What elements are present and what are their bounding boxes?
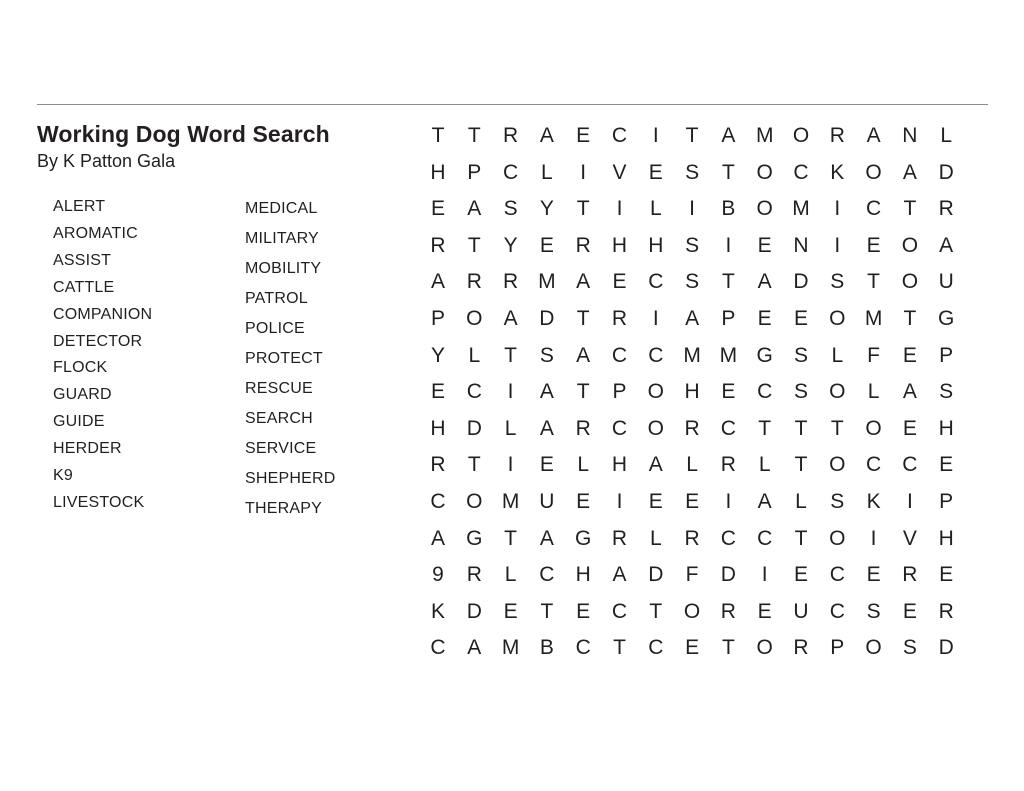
grid-letter[interactable]: O xyxy=(466,307,483,330)
grid-letter[interactable]: N xyxy=(902,124,918,147)
grid-letter[interactable]: L xyxy=(649,526,662,550)
grid-letter[interactable]: S xyxy=(539,343,554,367)
grid-letter[interactable]: D xyxy=(938,160,954,184)
grid-letter[interactable]: L xyxy=(541,160,553,184)
grid-letter[interactable]: C xyxy=(430,636,446,660)
grid-letter[interactable]: C xyxy=(575,636,591,660)
grid-letter[interactable]: T xyxy=(467,453,481,477)
grid-letter[interactable]: R xyxy=(466,563,482,587)
grid-letter[interactable]: E xyxy=(576,490,591,513)
word-list-item: SERVICE xyxy=(245,440,317,457)
grid-letter[interactable]: A xyxy=(866,124,881,147)
grid-letter[interactable]: O xyxy=(647,416,664,440)
grid-letter[interactable]: I xyxy=(507,380,514,404)
grid-letter[interactable]: G xyxy=(756,343,773,367)
grid-letter[interactable]: S xyxy=(685,160,700,184)
grid-letter[interactable]: P xyxy=(467,160,482,184)
grid-letter[interactable]: Y xyxy=(503,233,518,257)
grid-letter[interactable]: M xyxy=(501,490,520,513)
word-list-item: FLOCK xyxy=(53,359,108,377)
grid-letter[interactable]: E xyxy=(902,416,917,440)
grid-letter[interactable]: A xyxy=(539,526,554,550)
grid-letter[interactable]: C xyxy=(611,416,628,440)
grid-letter[interactable]: E xyxy=(576,599,591,623)
grid-letter[interactable]: G xyxy=(466,526,483,550)
grid-letter[interactable]: A xyxy=(430,270,445,294)
grid-letter[interactable]: O xyxy=(901,233,919,257)
grid-letter[interactable]: L xyxy=(649,197,662,221)
grid-letter[interactable]: T xyxy=(576,307,590,330)
grid-letter[interactable]: P xyxy=(939,490,954,513)
grid-letter[interactable]: O xyxy=(829,380,846,404)
grid-letter[interactable]: 9 xyxy=(432,563,444,587)
grid-letter[interactable]: E xyxy=(685,636,700,660)
grid-letter[interactable]: I xyxy=(580,160,587,184)
grid-letter[interactable]: A xyxy=(539,380,554,404)
grid-letter[interactable]: A xyxy=(902,160,917,184)
grid-letter[interactable]: L xyxy=(504,416,517,440)
grid-letter[interactable]: R xyxy=(430,233,446,257)
grid-letter[interactable]: R xyxy=(684,416,700,440)
grid-letter[interactable]: E xyxy=(612,270,627,294)
grid-letter[interactable]: E xyxy=(648,160,663,184)
grid-letter[interactable]: U xyxy=(938,270,954,294)
grid-letter[interactable]: D xyxy=(720,563,736,587)
grid-letter[interactable]: D xyxy=(466,599,482,623)
grid-letter[interactable]: G xyxy=(938,307,955,330)
grid-letter[interactable]: A xyxy=(576,343,591,367)
grid-letter[interactable]: D xyxy=(539,307,555,330)
puzzle-author: By K Patton Gala xyxy=(37,151,176,171)
grid-letter[interactable]: A xyxy=(939,233,954,257)
grid-letter[interactable]: I xyxy=(834,197,841,221)
grid-letter[interactable]: E xyxy=(648,490,663,513)
grid-letter[interactable]: I xyxy=(906,490,913,513)
grid-letter[interactable]: O xyxy=(865,636,882,660)
grid-letter[interactable]: E xyxy=(793,563,808,587)
word-list-item: AROMATIC xyxy=(53,224,138,242)
grid-letter[interactable]: T xyxy=(685,124,699,147)
grid-letter[interactable]: O xyxy=(865,160,882,184)
grid-letter[interactable]: T xyxy=(576,197,590,221)
word-list-item: ALERT xyxy=(53,198,106,215)
grid-letter[interactable]: A xyxy=(539,124,554,147)
word-list-item: K9 xyxy=(53,467,73,484)
grid-letter[interactable]: T xyxy=(794,453,808,477)
word-list-item: POLICE xyxy=(245,320,305,337)
grid-letter[interactable]: O xyxy=(647,380,664,404)
grid-letter[interactable]: E xyxy=(939,563,954,587)
grid-letter[interactable]: C xyxy=(648,270,664,294)
grid-letter[interactable]: L xyxy=(758,453,771,477)
grid-letter[interactable]: E xyxy=(939,453,954,477)
grid-letter[interactable]: V xyxy=(612,160,627,184)
grid-letter[interactable]: O xyxy=(829,453,846,477)
word-list-item: CATTLE xyxy=(53,278,115,296)
word-list-item: LIVESTOCK xyxy=(53,493,145,511)
grid-letter[interactable]: L xyxy=(468,343,481,367)
grid-letter[interactable]: D xyxy=(793,270,809,294)
grid-letter[interactable]: D xyxy=(648,563,664,587)
grid-letter[interactable]: S xyxy=(793,380,808,404)
grid-letter[interactable]: A xyxy=(757,270,772,294)
grid-letter[interactable]: S xyxy=(685,270,700,294)
grid-letter[interactable]: E xyxy=(757,599,772,623)
grid-letter[interactable]: H xyxy=(611,453,628,477)
grid-letter[interactable]: R xyxy=(938,599,954,623)
grid-letter[interactable]: H xyxy=(684,380,700,404)
grid-letter[interactable]: T xyxy=(867,270,880,294)
grid-letter[interactable]: R xyxy=(611,526,628,550)
grid-letter[interactable]: A xyxy=(430,526,445,550)
grid-letter[interactable]: O xyxy=(865,416,882,440)
grid-letter[interactable]: C xyxy=(866,197,882,221)
grid-letter[interactable]: H xyxy=(938,526,954,550)
grid-letter[interactable]: M xyxy=(538,270,556,294)
grid-letter[interactable]: T xyxy=(721,270,735,294)
grid-letter[interactable]: O xyxy=(683,599,701,623)
grid-letter[interactable]: T xyxy=(903,197,917,221)
grid-letter[interactable]: A xyxy=(902,380,917,404)
grid-letter[interactable]: R xyxy=(902,563,918,587)
grid-letter[interactable]: S xyxy=(793,343,808,367)
grid-letter[interactable]: T xyxy=(431,124,445,147)
grid-letter[interactable]: C xyxy=(611,599,628,623)
grid-letter[interactable]: P xyxy=(430,307,445,330)
grid-letter[interactable]: S xyxy=(939,380,954,404)
grid-letter[interactable]: C xyxy=(539,563,555,587)
grid-letter[interactable]: I xyxy=(870,526,877,550)
grid-letter[interactable]: A xyxy=(539,416,554,440)
grid-letter[interactable]: R xyxy=(611,307,628,330)
grid-letter[interactable]: R xyxy=(503,270,519,294)
grid-letter[interactable]: R xyxy=(575,233,591,257)
grid-letter[interactable]: L xyxy=(686,453,698,477)
grid-letter[interactable]: C xyxy=(611,343,628,367)
grid-letter[interactable]: L xyxy=(867,380,880,404)
grid-letter[interactable]: E xyxy=(902,599,917,623)
grid-letter[interactable]: K xyxy=(430,599,445,623)
grid-letter[interactable]: T xyxy=(504,526,517,550)
grid-letter[interactable]: U xyxy=(793,599,809,623)
grid-letter[interactable]: E xyxy=(430,380,445,404)
grid-letter[interactable]: C xyxy=(902,453,918,477)
grid-letter[interactable]: T xyxy=(721,636,735,660)
grid-letter[interactable]: A xyxy=(721,124,736,147)
grid-letter[interactable]: P xyxy=(612,380,627,404)
grid-letter[interactable]: I xyxy=(689,197,696,221)
grid-letter[interactable]: T xyxy=(794,526,808,550)
grid-letter[interactable]: C xyxy=(793,160,809,184)
grid-letter[interactable]: E xyxy=(576,124,591,147)
grid-letter[interactable]: A xyxy=(503,307,518,330)
grid-letter[interactable]: H xyxy=(611,233,628,257)
grid-letter[interactable]: H xyxy=(430,160,446,184)
grid-letter[interactable]: I xyxy=(507,453,514,477)
grid-letter[interactable]: L xyxy=(577,453,590,477)
grid-letter[interactable]: Y xyxy=(539,197,554,221)
grid-letter[interactable]: S xyxy=(866,599,881,623)
grid-letter[interactable]: R xyxy=(829,124,845,147)
grid-letter[interactable]: M xyxy=(719,343,738,367)
grid-letter[interactable]: M xyxy=(792,197,810,221)
grid-letter[interactable]: T xyxy=(794,416,808,440)
grid-letter[interactable]: S xyxy=(830,490,845,513)
word-list-item: RESCUE xyxy=(245,380,313,397)
grid-letter[interactable]: A xyxy=(648,453,663,477)
grid-letter[interactable]: L xyxy=(795,490,807,513)
grid-letter[interactable]: D xyxy=(938,636,954,660)
grid-letter[interactable]: E xyxy=(757,307,772,330)
grid-letter[interactable]: C xyxy=(720,526,736,550)
grid-letter[interactable]: C xyxy=(466,380,482,404)
grid-letter[interactable]: U xyxy=(539,490,555,513)
grid-letter[interactable]: T xyxy=(467,233,481,257)
grid-letter[interactable]: H xyxy=(938,416,954,440)
word-list-item: ASSIST xyxy=(53,251,112,269)
grid-letter[interactable]: O xyxy=(466,490,483,513)
word-list-item: PROTECT xyxy=(245,350,323,367)
grid-letter[interactable]: T xyxy=(540,599,554,623)
grid-letter[interactable]: H xyxy=(575,563,591,587)
grid-letter[interactable]: C xyxy=(503,160,519,184)
header-rule xyxy=(37,104,988,105)
grid-letter[interactable]: P xyxy=(830,636,845,660)
grid-letter[interactable]: A xyxy=(576,270,591,294)
grid-letter[interactable]: L xyxy=(504,563,517,587)
grid-letter[interactable]: R xyxy=(466,270,482,294)
grid-letter[interactable]: I xyxy=(725,490,732,513)
grid-letter[interactable]: B xyxy=(721,197,736,221)
grid-letter[interactable]: S xyxy=(830,270,845,294)
grid-letter[interactable]: D xyxy=(466,416,482,440)
grid-letter[interactable]: E xyxy=(721,380,736,404)
word-list-item: HERDER xyxy=(53,440,122,458)
word-list-item: MOBILITY xyxy=(245,260,322,277)
word-list-item: SHEPHERD xyxy=(245,470,336,487)
grid-letter[interactable]: R xyxy=(430,453,446,477)
grid-letter[interactable]: B xyxy=(539,636,554,660)
grid-letter[interactable]: O xyxy=(792,124,810,147)
grid-letter[interactable]: R xyxy=(575,416,591,440)
grid-letter[interactable]: E xyxy=(539,233,554,257)
grid-letter[interactable]: E xyxy=(503,599,518,623)
grid-letter[interactable]: H xyxy=(648,233,664,257)
grid-letter[interactable]: K xyxy=(866,490,881,513)
grid-letter[interactable]: I xyxy=(616,490,623,513)
grid-letter[interactable]: E xyxy=(430,197,445,221)
grid-letter[interactable]: A xyxy=(685,307,700,330)
grid-letter[interactable]: E xyxy=(757,233,772,257)
grid-letter[interactable]: V xyxy=(902,526,917,550)
grid-letter[interactable]: T xyxy=(467,124,481,147)
grid-letter[interactable]: T xyxy=(758,416,772,440)
grid-letter[interactable]: S xyxy=(685,233,700,257)
grid-letter[interactable]: O xyxy=(756,160,773,184)
grid-letter[interactable]: O xyxy=(756,197,773,221)
word-list-item: COMPANION xyxy=(53,305,153,323)
grid-letter[interactable]: G xyxy=(575,526,592,550)
grid-letter[interactable]: R xyxy=(720,599,736,623)
grid-letter[interactable]: P xyxy=(721,307,736,330)
puzzle-title: Working Dog Word Search xyxy=(37,121,330,147)
grid-letter[interactable]: A xyxy=(757,490,772,513)
grid-letter[interactable]: O xyxy=(829,526,846,550)
grid-letter[interactable]: E xyxy=(793,307,808,330)
grid-letter[interactable]: C xyxy=(829,563,845,587)
grid-letter[interactable]: F xyxy=(867,343,880,367)
grid-letter[interactable]: M xyxy=(755,124,774,147)
word-list-item: SEARCH xyxy=(245,410,313,427)
grid-letter[interactable]: M xyxy=(683,343,701,367)
grid-letter[interactable]: O xyxy=(756,636,773,660)
grid-letter[interactable]: M xyxy=(501,636,520,660)
grid-letter[interactable]: R xyxy=(684,526,700,550)
grid-letter[interactable]: T xyxy=(830,416,844,440)
grid-letter[interactable]: T xyxy=(504,343,517,367)
word-list-item: MEDICAL xyxy=(245,200,318,217)
grid-letter[interactable]: K xyxy=(830,160,845,184)
grid-letter[interactable]: C xyxy=(648,636,664,660)
word-list-item: MILITARY xyxy=(245,230,319,247)
grid-letter[interactable]: T xyxy=(903,307,917,330)
word-list-item: GUIDE xyxy=(53,413,105,431)
grid-letter[interactable]: R xyxy=(720,453,736,477)
grid-letter[interactable]: T xyxy=(613,636,626,660)
grid-letter[interactable]: E xyxy=(685,490,700,513)
grid-letter[interactable]: C xyxy=(648,343,664,367)
grid-letter[interactable]: E xyxy=(866,233,881,257)
grid-letter[interactable]: E xyxy=(539,453,554,477)
grid-letter[interactable]: C xyxy=(611,124,628,147)
grid-letter[interactable]: N xyxy=(793,233,809,257)
grid-letter[interactable]: E xyxy=(902,343,917,367)
word-list-item: DETECTOR xyxy=(53,332,143,350)
grid-letter[interactable]: I xyxy=(725,233,732,257)
word-list-item: PATROL xyxy=(245,290,308,307)
grid-letter[interactable]: T xyxy=(576,380,590,404)
grid-letter[interactable]: P xyxy=(939,343,954,367)
grid-letter[interactable]: A xyxy=(612,563,627,587)
grid-letter[interactable]: R xyxy=(938,197,954,221)
grid-letter[interactable]: A xyxy=(467,197,482,221)
grid-letter[interactable]: R xyxy=(793,636,809,660)
grid-letter[interactable]: L xyxy=(831,343,844,367)
word-list-item: THERAPY xyxy=(245,500,322,517)
grid-letter[interactable]: C xyxy=(866,453,882,477)
grid-letter[interactable]: I xyxy=(616,197,623,221)
grid-letter[interactable]: A xyxy=(467,636,482,660)
grid-letter[interactable]: I xyxy=(834,233,841,257)
grid-letter[interactable]: C xyxy=(829,599,845,623)
grid-letter[interactable]: I xyxy=(652,307,659,330)
grid-letter[interactable]: O xyxy=(901,270,919,294)
grid-letter[interactable]: S xyxy=(503,197,518,221)
grid-letter[interactable]: I xyxy=(652,124,659,147)
grid-letter[interactable]: C xyxy=(430,490,446,513)
grid-letter[interactable]: T xyxy=(649,599,663,623)
grid-letter[interactable]: C xyxy=(757,380,773,404)
grid-letter[interactable]: S xyxy=(902,636,917,660)
grid-letter[interactable]: E xyxy=(866,563,881,587)
grid-letter[interactable]: F xyxy=(685,563,699,587)
grid-letter[interactable]: O xyxy=(829,307,846,330)
grid-letter[interactable]: Y xyxy=(430,343,445,367)
grid-letter[interactable]: T xyxy=(721,160,735,184)
grid-letter[interactable]: C xyxy=(757,526,773,550)
grid-letter[interactable]: H xyxy=(430,416,446,440)
word-list-item: GUARD xyxy=(53,386,112,404)
grid-letter[interactable]: R xyxy=(503,124,519,147)
grid-letter[interactable]: M xyxy=(864,307,883,330)
grid-letter[interactable]: I xyxy=(761,563,768,587)
grid-letter[interactable]: C xyxy=(720,416,736,440)
grid-letter[interactable]: L xyxy=(940,124,953,147)
